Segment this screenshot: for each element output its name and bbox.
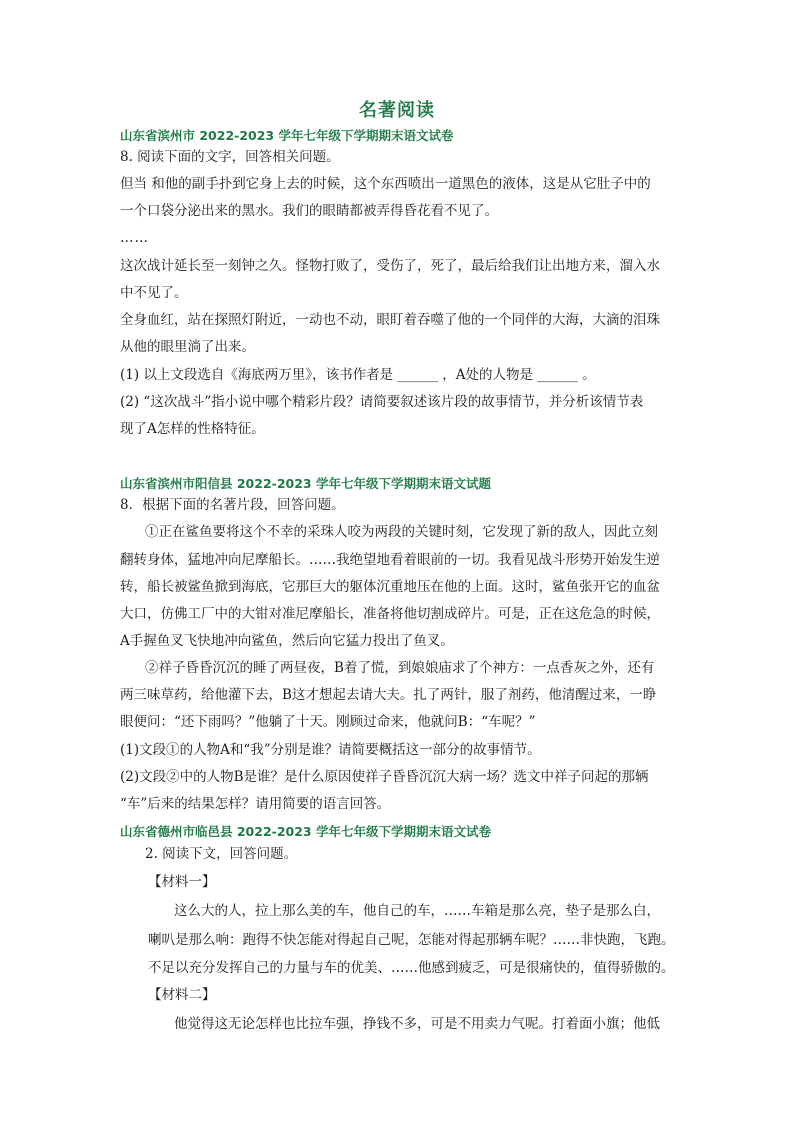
question-1-1: (1) 以上文段选自《海底两万里》，该书作者是 ______ ，A处的人物是 ______ 。 xyxy=(120,367,596,383)
question-1-2: (2) “这次战斗”指小说中哪个精彩片段？请简要叙述该片段的故事情节，并分析该情节表 xyxy=(120,394,644,410)
section-3-line: 这么大的人，拉上那么美的车，他自己的车，……车箱是那么亮，垫子是那么白， xyxy=(174,903,660,919)
section-3-source: 山东省德州市临邑县 2022-2023 学年七年级下学期期末语文试卷 xyxy=(120,824,491,839)
section-2-line: A手握鱼叉飞快地冲向鲨鱼，然后向它猛力投出了鱼叉。 xyxy=(120,633,454,649)
section-2-line: 大口，仿佛工厂中的大钳对准尼摩船长，准备将他切割成碎片。可是，正在这危急的时候， xyxy=(120,606,660,622)
section-3-line: 喇叭是那么响：跑得不快怎能对得起自己呢，怎能对得起那辆车呢？……非快跑，飞跑。 xyxy=(148,932,675,948)
section-2-line: ②祥子昏昏沉沉的睡了两昼夜，B着了慌，到娘娘庙求了个神方：一点香灰之外，还有 xyxy=(145,660,655,676)
section-1-line: 从他的眼里淌了出来。 xyxy=(120,339,255,355)
section-2-line: 眼便问：“还下雨吗？”他躺了十天。刚顾过命来，他就问B：“车呢？” xyxy=(120,714,536,730)
section-1-line: …… xyxy=(120,230,149,246)
section-3-line: 2. 阅读下文，回答问题。 xyxy=(145,846,298,862)
section-1-line: 全身血红，站在探照灯附近，一动也不动，眼盯着吞噬了他的一个同伴的大海，大滴的泪珠 xyxy=(120,312,660,328)
section-1-line: 中不见了。 xyxy=(120,285,188,301)
section-2-source: 山东省滨州市阳信县 2022-2023 学年七年级下学期期末语文试题 xyxy=(120,476,491,491)
question-2-2: (2)文段②中的人物B是谁？是什么原因使祥子昏昏沉沉大病一场？选文中祥子问起的那辆 xyxy=(120,769,649,785)
section-2-line: 8．根据下面的名著片段，回答问题。 xyxy=(120,497,345,513)
section-1-line: 这次战计延长至一刻钟之久。怪物打败了，受伤了，死了，最后给我们让出地方来，溜入水 xyxy=(120,258,660,274)
section-3-line: 不足以充分发挥自己的力量与车的优美、……他感到疲乏，可是很痛快的，值得骄傲的。 xyxy=(148,960,675,976)
section-2-line: 两三味草药，给他灌下去，B这才想起去请大夫。扎了两针，服了剂药，他清醒过来，一睁 xyxy=(120,687,657,703)
section-3-line: 他觉得这无论怎样也比拉车强，挣钱不多，可是不用卖力气呢。打着面小旗；他低 xyxy=(174,1016,660,1032)
material-1-heading: 【材料一】 xyxy=(148,874,216,890)
question-2-1: (1)文段①的人物A和“我”分别是谁？请简要概括这一部分的故事情节。 xyxy=(120,742,541,758)
material-2-heading: 【材料二】 xyxy=(148,987,216,1003)
section-1-line: 一个口袋分泌出来的黑水。我们的眼睛都被弄得昏花看不见了。 xyxy=(120,203,498,219)
question-1-2-cont: 现了A怎样的性格特征。 xyxy=(120,421,265,437)
section-2-line: 转，船长被鲨鱼掀到海底，它那巨大的躯体沉重地压在他的上面。这时，鲨鱼张开它的血盆 xyxy=(120,579,660,595)
section-1-line: 8. 阅读下面的文字，回答相关问题。 xyxy=(120,149,340,165)
section-2-line: 翻转身体，猛地冲向尼摩船长。……我绝望地看着眼前的一切。我看见战斗形势开始发生逆 xyxy=(120,552,660,568)
question-2-2-cont: “车”后来的结果怎样？请用简要的语言回答。 xyxy=(120,796,391,812)
page-title: 名著阅读 xyxy=(359,100,435,121)
section-2-line: ①正在鲨鱼要将这个不幸的采珠人咬为两段的关键时刻，它发现了新的敌人，因此立刻 xyxy=(145,524,658,540)
section-1-line: 但当 和他的副手扑到它身上去的时候，这个东西喷出一道黑色的液体，这是从它肚子中的 xyxy=(120,176,651,192)
section-1-source: 山东省滨州市 2022-2023 学年七年级下学期期末语文试卷 xyxy=(120,128,454,143)
